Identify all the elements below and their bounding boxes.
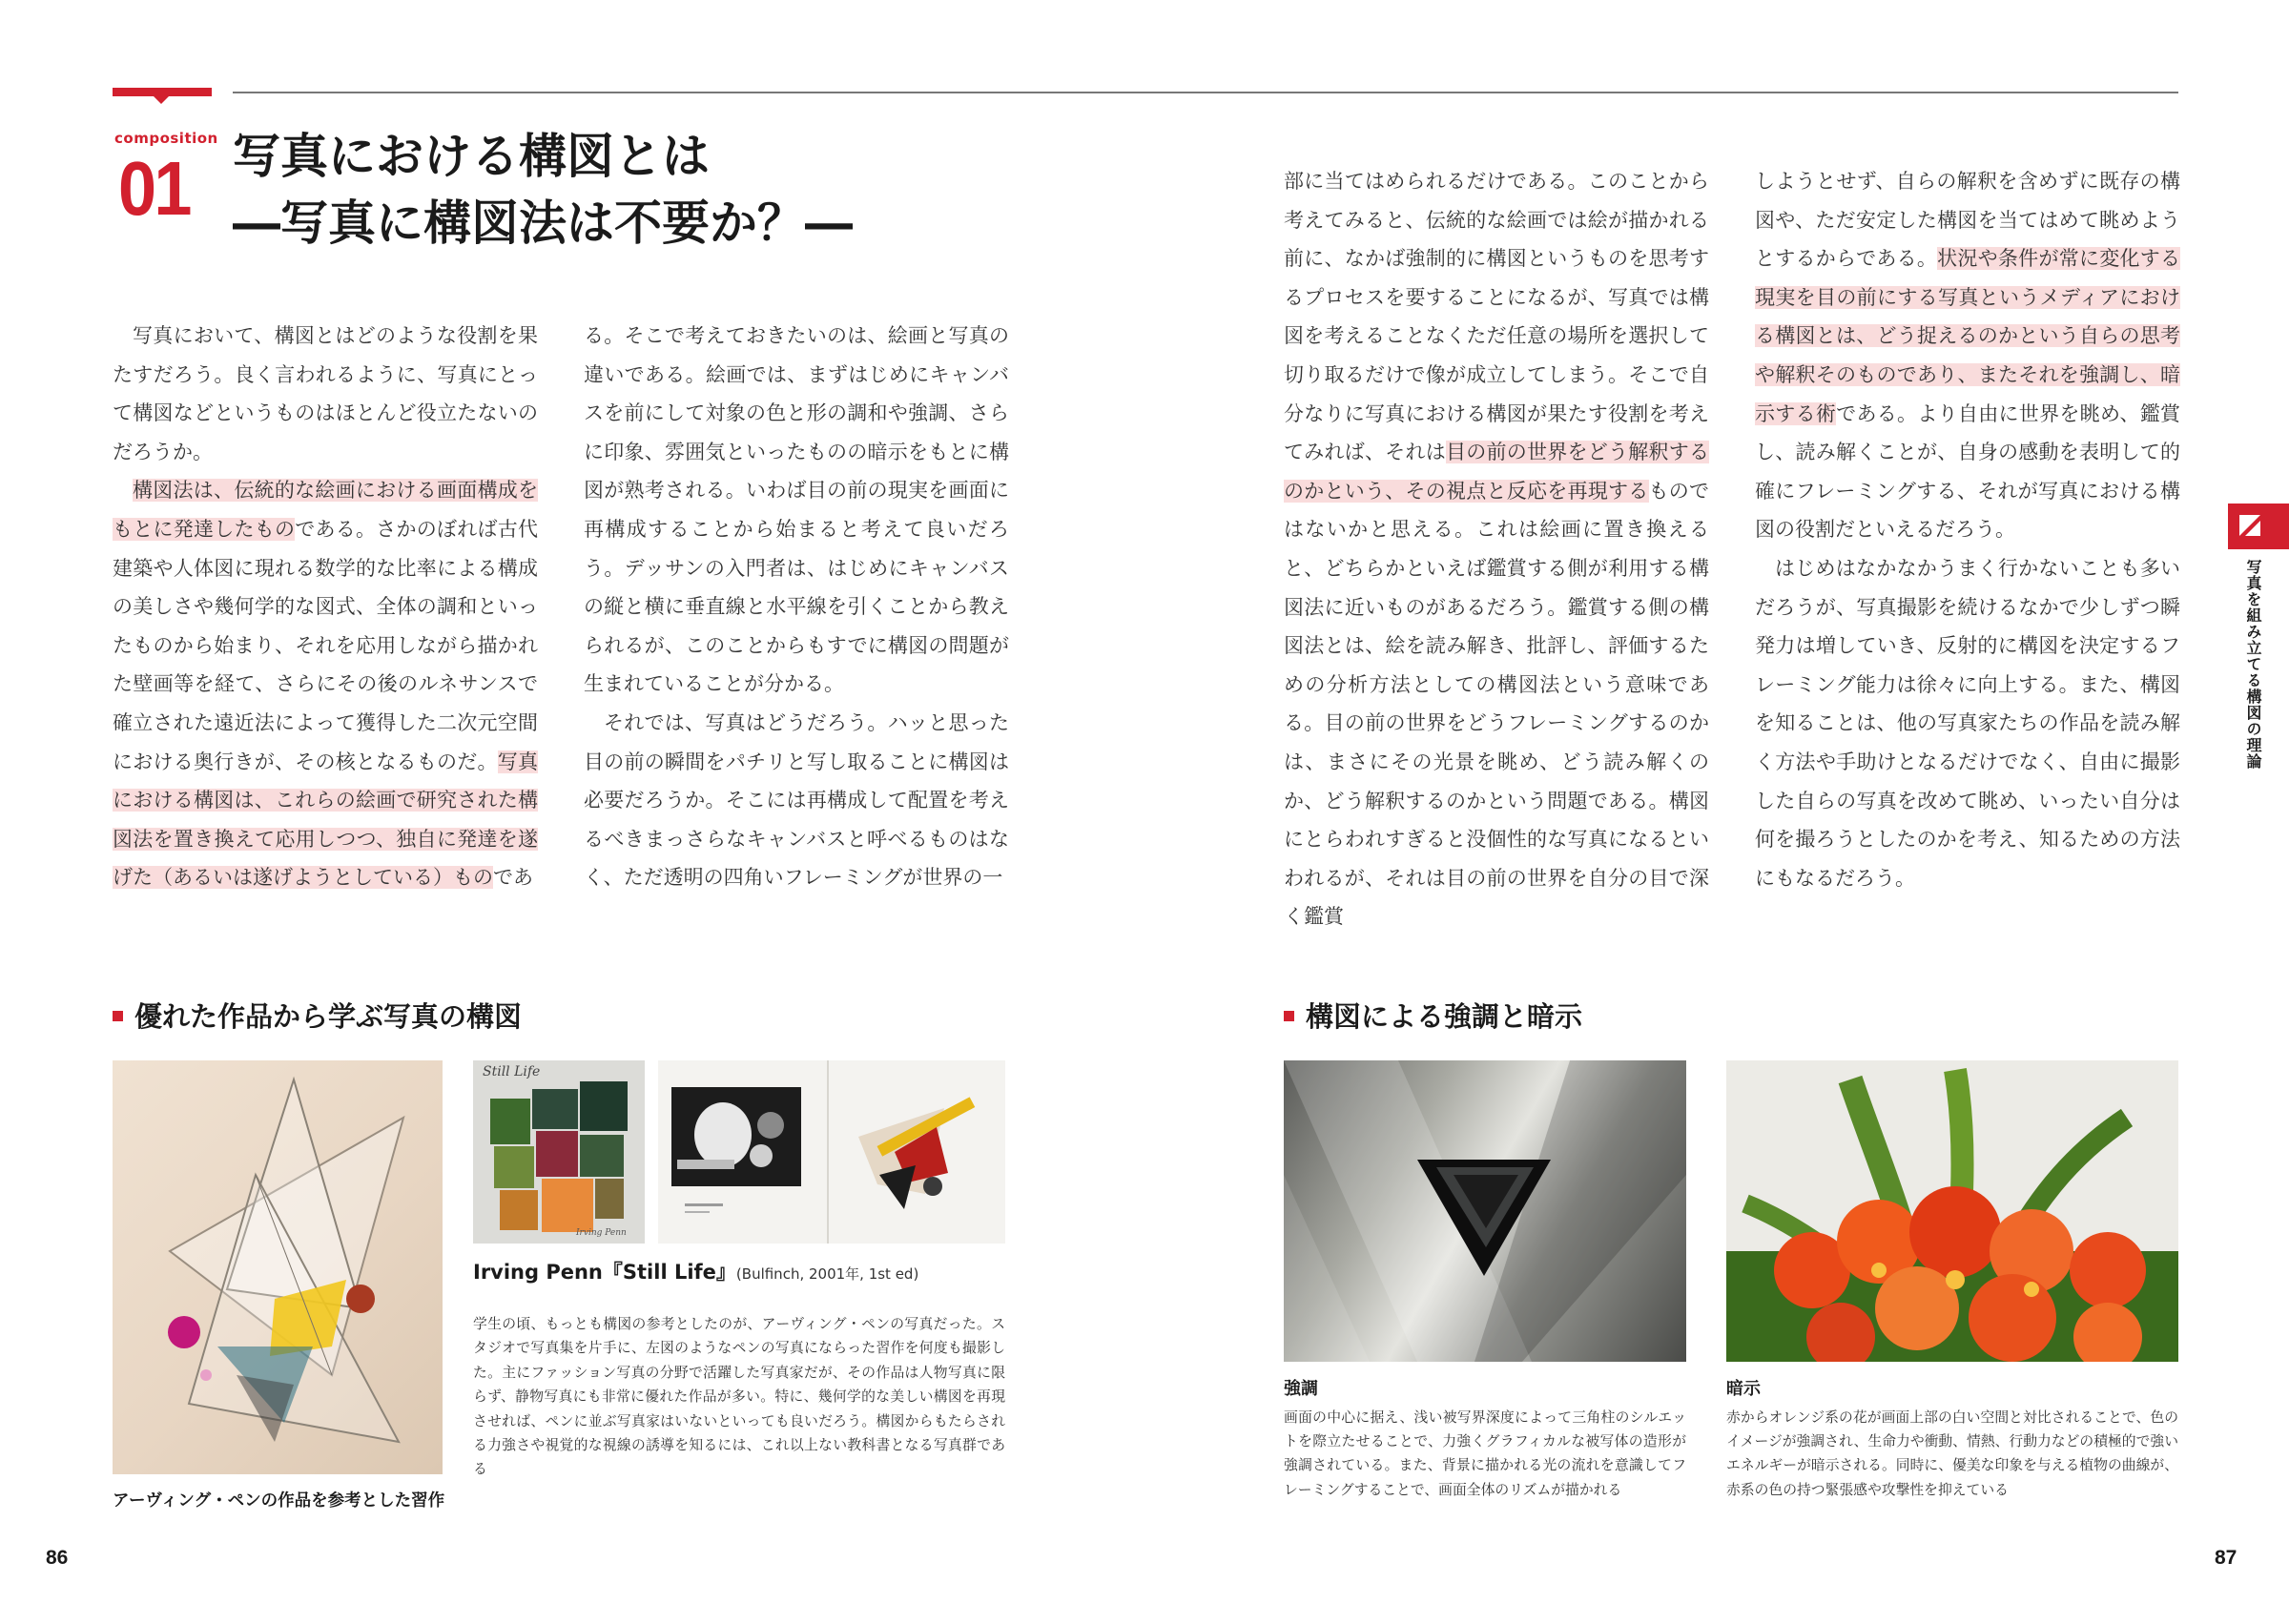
page-number-right: 87 <box>2215 1547 2237 1569</box>
chapter-number: 01 <box>118 146 190 231</box>
section-heading-text: 優れた作品から学ぶ写真の構図 <box>134 1000 523 1033</box>
section-heading-works <box>113 1000 523 1033</box>
body-text: である。より自由に世界を眺め、鑑賞し、読み解くことが、自身の感動を表明して的確にフレーミングする、それが写真における構図の役割だといえるだろう。 <box>1755 401 2180 542</box>
body-paragraph <box>1755 162 2180 549</box>
highlighted-text: 写真における構図は、これらの絵画で研究された構図法を置き換えて応用しつつ、独自に発達を遂げた（あるいは遂げようとしている）もの <box>113 750 538 890</box>
body-text: しようとせず、自らの解釈を含めずに既存の構図や、ただ安定した構図を当てはめて眺めようとするからである。 <box>1755 170 2180 271</box>
page-subtitle: ―写真に構図法は不要か？― <box>233 195 853 251</box>
body-text: であ <box>493 866 533 890</box>
book-description: 学生の頃、もっとも構図の参考としたのが、アーヴィング・ペンの写真だった。スタジオで写真集を片手に、左図のようなペンの写真にならった習作を何度も撮影した。主にファッション写真の分野で活躍した写真家だが、その作品は人物写真に限らず、静物写真にも非常に優れた作品が多い。特に、幾何学的な美しい構図を再現させれば、ペンに並ぶ写真家はいないといっても良いだろう。構図からもたらされる力強さや視覚的な視線の誘導を知るには、これ以上ない教科書となる写真群である <box>473 1316 1005 1478</box>
photo-book-spread <box>658 1060 1005 1244</box>
book-caption-publisher: (Bulfinch, 2001年, 1st ed) <box>735 1265 919 1283</box>
body-text: である。さかのぼれば古代建築や人体図に現れる数学的な比率による構成の美しさや幾何学的な図式、全体の調和といったものから始まり、それを応用しながら描かれた壁画等を経て、さらにその後のルネサンスで確立された遠近法によって獲得した二次元空間における奥行きが、その核となるものだ。 <box>113 517 538 773</box>
body-paragraph <box>1755 549 2180 897</box>
composition-icon <box>2228 504 2289 549</box>
section-square-icon <box>1284 1011 1294 1021</box>
side-index-tab <box>2228 504 2289 549</box>
body-paragraph <box>113 317 538 471</box>
header-rule <box>233 92 2178 93</box>
section-square-icon <box>113 1011 123 1021</box>
suggestion-caption-text: 赤からオレンジ系の花が画面上部の白い空間と対比されることで、色のイメージが強調され、生命力や衝動、情熱、行動力などの積極的で強いエネルギーが暗示される。同時に、優美な印象を与える植物の曲線が、赤系の色の持つ緊張感や攻撃性を抑えている <box>1726 1409 2178 1498</box>
photo-caption-study: アーヴィング・ペンの作品を参考とした習作 <box>113 1491 445 1511</box>
body-column-4 <box>1755 162 2180 897</box>
page-title: 写真における構図とは <box>233 129 710 184</box>
photo-book-cover <box>473 1060 645 1244</box>
body-text: はじめはなかなかうまく行かないことも多いだろうが、写真撮影を続けるなかで少しずつ瞬発力は増していき、反射的に構図を決定するフレーミング能力は徐々に向上する。また、構図を知ることは、他の写真家たちの作品を読み解く方法や手助けとなるだけでなく、自由に撮影した自らの写真を改めて眺め、いったい自分は何を撮ろうとしたのかを考え、知るための方法にもなるだろう。 <box>1755 556 2180 890</box>
body-text: ものではないかと思える。これは絵画に置き換えると、どちらかといえば鑑賞する側が利用する構図法に近いものがあるだろう。鑑賞する側の構図法とは、絵を読み解き、批評し、評価するための分析方法としての構図法という意味である。目の前の世界をどうフレーミングするのかは、まさにその光景を眺め、どう読み解くのか、どう解釈するのかという問題である。構図にとらわれすぎると没個性的な写真になるといわれるが、それは目の前の世界を自分の目で深く鑑賞 <box>1284 479 1709 929</box>
book-caption-title: Irving Penn『Still Life』 <box>473 1261 736 1284</box>
chapter-tab-notch <box>153 95 170 104</box>
book-spread-pages <box>658 1060 1005 1244</box>
body-text: る。そこで考えておきたいのは、絵画と写真の違いである。絵画では、まずはじめにキャンバスを前にして対象の色と形の調和や強調、さらに印象、雰囲気といったものの暗示をもとに構図が熟考される。いわば目の前の現実を画面に再構成することから始まると考えて良いだろう。デッサンの入門者は、はじめにキャンバスの縦と横に垂直線と水平線を引くことから教えられるが、このことからもすでに構図の問題が生まれていることが分かる。 <box>584 324 1009 696</box>
book-cover-author: Irving Penn <box>576 1228 627 1238</box>
body-paragraph <box>584 704 1009 897</box>
body-paragraph <box>584 317 1009 704</box>
body-text: 写真において、構図とはどのような役割を果たすだろう。良く言われるように、写真にとって構図などというものはほとんど役立たないのだろうか。 <box>113 324 538 463</box>
book-cover-title: Still Life <box>483 1064 541 1079</box>
highlighted-text: 目の前の世界をどう解釈するのかという、その視点と反応を再現する <box>1284 441 1709 503</box>
body-paragraph <box>1284 162 1709 936</box>
photo-red-flowers <box>1726 1060 2178 1362</box>
emphasis-caption-text: 画面の中心に据え、浅い被写界深度によって三角柱のシルエットを際立たせることで、力強くグラフィカルな被写体の造形が強調されている。また、背景に描かれる光の流れを意識してフレーミングすることで、画面全体のリズムが描かれる <box>1284 1409 1686 1498</box>
body-column-2 <box>584 317 1009 897</box>
book-caption <box>473 1257 918 1285</box>
chapter-label: composition <box>114 130 218 147</box>
photo-prism <box>1284 1060 1686 1362</box>
body-column-1 <box>113 317 538 897</box>
page-number-left: 86 <box>46 1547 69 1569</box>
section-heading-emphasis <box>1284 1000 1583 1033</box>
highlighted-text: 状況や条件が常に変化する現実を目の前にする写真というメディアにおける構図とは、どう捉えるのかという自らの思考や解釈そのものであり、またそれを強調し、暗示する術 <box>1755 247 2181 425</box>
body-text: 部に当てはめられるだけである。このことから考えてみると、伝統的な絵画では絵が描かれる前に、なかば強制的に構図というものを思考するプロセスを要することになるが、写真では構図を考えることなくただ任意の場所を選択して切り取るだけで像が成立してしまう。そこで自分なりに写真における構図が果たす役割を考えてみれば、それは <box>1284 170 1709 464</box>
section-heading-text: 構図による強調と暗示 <box>1306 1000 1583 1033</box>
prism-illustration <box>1284 1060 1686 1362</box>
side-index-label: 写真を組み立てる構図の理論 <box>2244 559 2262 770</box>
triangle-rulers-illustration <box>113 1060 443 1474</box>
suggestion-caption-title: 暗示 <box>1726 1379 1761 1399</box>
body-paragraph <box>113 471 538 897</box>
body-column-3 <box>1284 162 1709 936</box>
highlighted-text: 構図法は、伝統的な絵画における画面構成をもとに発達したもの <box>113 479 538 541</box>
book-cover-vegetables <box>473 1060 645 1244</box>
emphasis-caption-title: 強調 <box>1284 1379 1318 1399</box>
body-text: それでは、写真はどうだろう。ハッと思った目の前の瞬間をパチリと写し取ることに構図は必要だろうか。そこには再構成して配置を考えるべきまっさらなキャンバスと呼べるものはなく、ただ透明の四角いフレーミングが世界の一 <box>584 710 1009 890</box>
photo-triangle-rulers <box>113 1060 443 1474</box>
flower-illustration <box>1726 1060 2178 1362</box>
